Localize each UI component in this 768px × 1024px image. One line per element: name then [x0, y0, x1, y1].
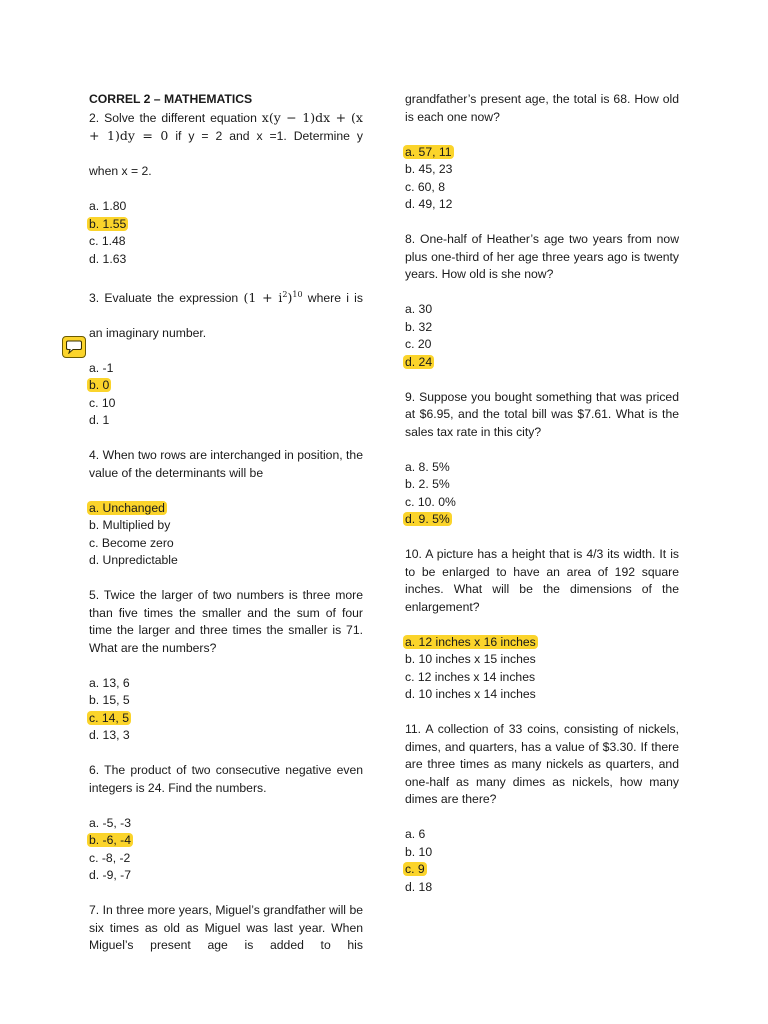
question-2: 2. Solve the different equation x(y − 1)dx + (x + 1)dy = 0 if y = 2 and x =1. Determine y when x = 2. a. 1.80 b. 1.55 c. 1.48 d. 1.63 — [89, 109, 363, 269]
question-11 — [405, 721, 679, 896]
question-7-choices — [405, 144, 679, 214]
choice[interactable]: a. 30 — [405, 302, 433, 316]
question-7-continued — [405, 91, 679, 214]
question-7-start — [89, 902, 363, 972]
choice-highlighted[interactable]: b. 0 — [89, 378, 110, 392]
choice[interactable]: d. 10 inches x 14 inches — [405, 687, 536, 701]
choice[interactable]: a. 1.80 — [89, 199, 127, 213]
choice[interactable]: c. 1.48 — [89, 234, 126, 248]
choice[interactable]: a. -5, -3 — [89, 815, 131, 830]
choice[interactable]: d. 18 — [405, 879, 433, 894]
question-8-choices — [405, 301, 679, 371]
choice[interactable]: b. Multiplied by — [89, 518, 171, 532]
choice[interactable]: d. -9, -7 — [89, 868, 131, 882]
choice[interactable]: b. 45, 23 — [405, 162, 453, 176]
question-8 — [405, 231, 679, 371]
question-11-choices — [405, 826, 679, 896]
question-9 — [405, 389, 679, 529]
question-11-text: 11. A collection of 33 coins, consisting of nickels, dimes, and quarters, has a value of $3.30. If there are three times as many nickels as quarters, and one-half as many dimes as nickels, how many dimes are there? — [405, 722, 679, 806]
question-5-text: 5. Twice the larger of two numbers is three more than five times the smaller and the sum of four time the larger and three times the smaller is 71. What are the numbers? — [89, 588, 363, 655]
choice[interactable]: d. 49, 12 — [405, 197, 453, 211]
choice[interactable]: c. -8, -2 — [89, 850, 131, 865]
question-9-choices — [405, 459, 679, 529]
choice[interactable]: b. 10 inches x 15 inches — [405, 652, 536, 666]
choice[interactable]: c. 12 inches x 14 inches — [405, 669, 536, 684]
choice[interactable]: c. 10. 0% — [405, 494, 456, 509]
choice-highlighted[interactable]: a. Unchanged — [89, 500, 165, 515]
choice[interactable]: a. 8. 5% — [405, 459, 450, 474]
choice[interactable]: b. 10 — [405, 844, 433, 859]
right-column — [405, 91, 679, 914]
speech-bubble-icon — [66, 340, 82, 354]
choice[interactable]: d. 1 — [89, 413, 110, 427]
choice[interactable]: b. 32 — [405, 319, 433, 334]
question-4-text: 4. When two rows are interchanged in position, the value of the determinants will be — [89, 448, 363, 480]
choice[interactable]: c. Become zero — [89, 535, 174, 550]
question-8-text: 8. One-half of Heather’s age two years from now plus one-third of her age three years ago is twenty years. How old is she now? — [405, 232, 679, 281]
question-3: 3. Evaluate the expression $(1 + i^2)^{10}$ where i is an imaginary number. a. -1 b. 0 c. 10 d. 1 — [89, 286, 363, 430]
choice-highlighted[interactable]: c. 14, 5 — [89, 710, 129, 725]
question-3-choices — [89, 360, 363, 430]
question-2-text: 2. Solve the different equation x(y − 1)dx + (x + 1)dy = 0 if y = 2 and x =1. Determine y — [89, 109, 363, 143]
question-10-text: 10. A picture has a height that is 4/3 its width. It is to be enlarged to have an area of 192 square inches. What will be the dimensions of the enlargement? — [405, 547, 679, 614]
question-5 — [89, 587, 363, 745]
comment-icon[interactable] — [62, 336, 86, 358]
question-9-text: 9. Suppose you bought something that was priced at $6.95, and the total bill was $7.61. What is the sales tax rate in this city? — [405, 389, 679, 439]
left-column — [89, 91, 363, 972]
choice-highlighted[interactable]: a. 12 inches x 16 inches — [405, 634, 536, 649]
question-3-text: 3. Evaluate the expression $(1 + i^2)^{10}$ where i is — [89, 289, 363, 305]
choice-highlighted[interactable]: d. 24 — [405, 354, 433, 369]
question-6-text: 6. The product of two consecutive negative even integers is 24. Find the numbers. — [89, 763, 363, 795]
choice-highlighted[interactable]: b. -6, -4 — [89, 833, 131, 847]
choice[interactable]: c. 60, 8 — [405, 179, 445, 194]
choice[interactable]: d. Unpredictable — [89, 553, 178, 567]
question-4-choices — [89, 500, 363, 570]
question-6 — [89, 762, 363, 885]
choice[interactable]: b. 2. 5% — [405, 477, 450, 491]
choice[interactable]: a. -1 — [89, 360, 114, 375]
question-6-choices — [89, 815, 363, 885]
question-7-text: 7. In three more years, Miguel’s grandfather will be six times as old as Miguel was last year. When Miguel’s present age is added to his — [89, 903, 363, 952]
choice-highlighted[interactable]: b. 1.55 — [89, 216, 127, 231]
choice[interactable]: d. 13, 3 — [89, 728, 130, 742]
question-5-choices — [89, 675, 363, 745]
question-10-choices — [405, 634, 679, 704]
choice[interactable]: c. 20 — [405, 337, 432, 351]
choice[interactable]: a. 6 — [405, 827, 426, 841]
document-title: CORREL 2 – MATHEMATICS — [89, 92, 253, 106]
question-4 — [89, 447, 363, 570]
choice-highlighted[interactable]: d. 9. 5% — [405, 512, 450, 526]
question-2-choices — [89, 198, 363, 268]
choice[interactable]: b. 15, 5 — [89, 693, 130, 707]
choice[interactable]: d. 1.63 — [89, 251, 127, 266]
question-7-text-continued: grandfather’s present age, the total is 68. How old is each one now? — [405, 92, 679, 124]
choice[interactable]: a. 13, 6 — [89, 675, 130, 690]
choice-highlighted[interactable]: a. 57, 11 — [405, 144, 452, 159]
choice-highlighted[interactable]: c. 9 — [405, 862, 425, 876]
choice[interactable]: c. 10 — [89, 395, 116, 410]
question-10 — [405, 546, 679, 704]
